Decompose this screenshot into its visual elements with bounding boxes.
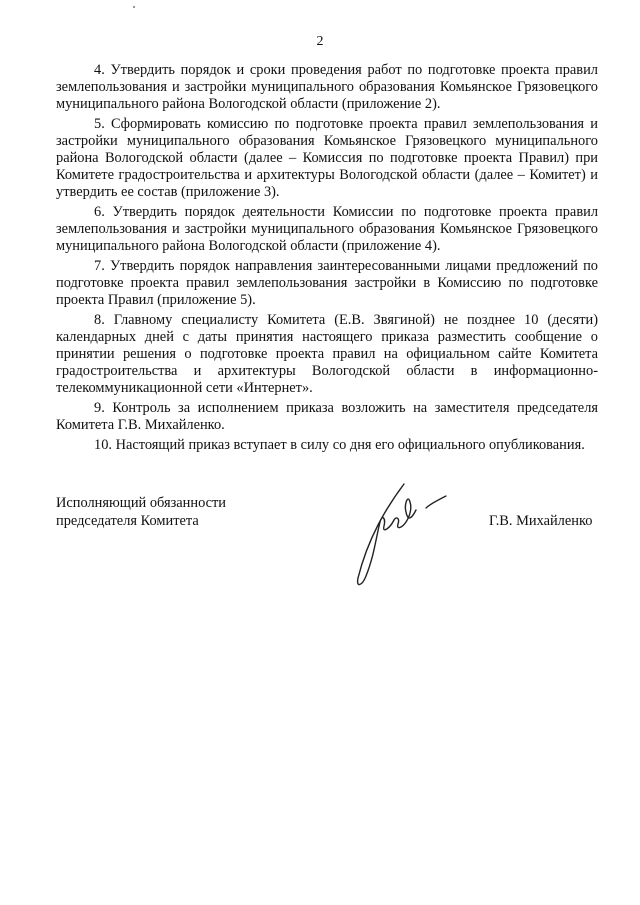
paragraph-5: 5. Сформировать комиссию по подготовке проекта правил землепользования и застройки муниципального образования Комьянское Грязовецкого муниципального района Вологодской области (далее – Комиссия по подготовке проекта Правил) при Комитете градостроительства и архитектуры Вологодской области (далее – Комитет) и утвердить ее состав (приложение 3).: [56, 116, 598, 200]
document-body: [56, 62, 598, 457]
signatory-name: Г.В. Михайленко: [489, 513, 593, 529]
paragraph-10: 10. Настоящий приказ вступает в силу со дня его официального опубликования.: [94, 437, 585, 453]
handwritten-signature: [346, 478, 466, 593]
scan-speck: [133, 6, 135, 8]
paragraph-7: 7. Утвердить порядок направления заинтересованными лицами предложений по подготовке проекта правил землепользования застройки в Комиссию по подготовке проекта Правил (приложение 5).: [56, 258, 598, 308]
paragraph-6: 6. Утвердить порядок деятельности Комиссии по подготовке проекта правил землепользования и застройки муниципального образования Комьянское Грязовецкого муниципального района Вологодской области (приложение 4).: [56, 204, 598, 254]
paragraph-9: 9. Контроль за исполнением приказа возложить на заместителя председателя Комитета Г.В. Михайленко.: [56, 400, 598, 433]
paragraph-8: 8. Главному специалисту Комитета (Е.В. Звягиной) не позднее 10 (десяти) календарных дней с даты принятия настоящего приказа разместить сообщение о принятии решения о подготовке проекта правил на официальном сайте Комитета градостроительства и архитектуры Вологодской области в информационно-телекоммуникационной сети «Интернет».: [56, 312, 598, 396]
signatory-position-line1: Исполняющий обязанности: [56, 495, 227, 511]
page-number: 2: [316, 34, 324, 49]
signatory-position: [56, 494, 226, 530]
signatory-position-line2: председателя Комитета: [56, 513, 199, 529]
paragraph-4: 4. Утвердить порядок и сроки проведения работ по подготовке проекта правил землепользования и застройки муниципального образования Комьянское Грязовецкого муниципального района Вологодской области (приложение 2).: [56, 62, 598, 112]
